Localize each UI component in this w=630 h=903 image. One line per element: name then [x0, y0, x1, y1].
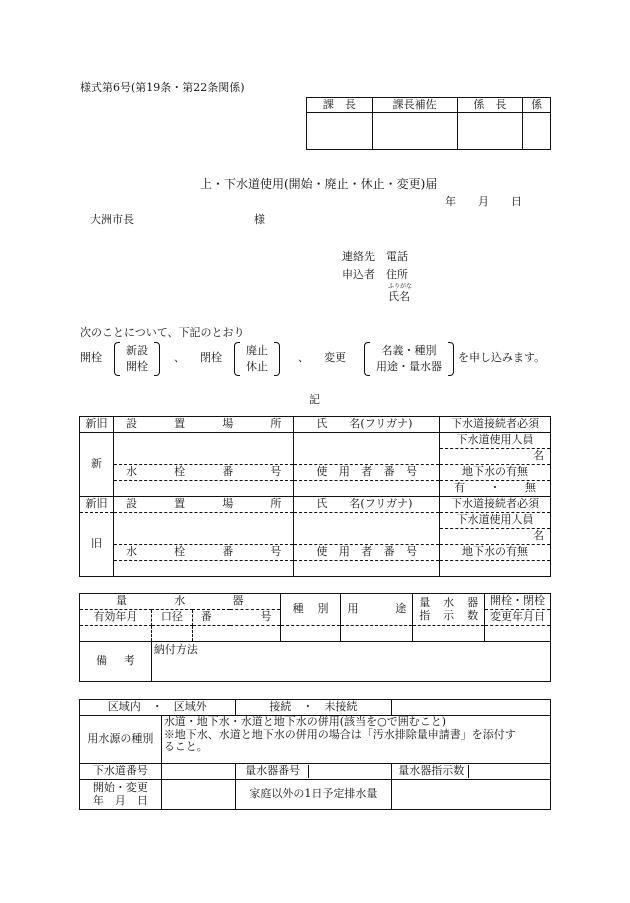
meter-number-label: 量水器番号 [238, 765, 309, 778]
approval-deputy: 課長補佐 [372, 98, 457, 113]
meter-reading-line2: 指示数 [419, 608, 479, 622]
col-sewer-required: 下水道接続者必須 [440, 417, 551, 433]
valid-period-header: 有効年月 [80, 610, 152, 626]
new-location-field[interactable] [113, 433, 293, 465]
connection-options[interactable]: 接続 ・ 未接続 [235, 700, 392, 716]
meter-reading-header [413, 594, 485, 626]
meter-number-cell [235, 764, 392, 780]
group3-label: 変更 [324, 351, 346, 364]
approval-stamp-4[interactable] [523, 113, 551, 150]
start-change-line2: 年 月 日 [92, 793, 148, 807]
water-source-content [161, 716, 550, 764]
use-header: 用途 [341, 594, 413, 626]
row-new-label: 新 [80, 433, 114, 497]
water-source-line1[interactable]: 水道・地下水・水道と地下水の併用(該当を○で囲むこと) [163, 715, 446, 728]
applicant-name-label: 氏名 [388, 290, 410, 303]
col-location: 設置場所 [113, 417, 293, 433]
start-change-label [80, 780, 162, 810]
caliber-field[interactable] [151, 626, 192, 642]
col-name: 氏 名(フリガナ) [294, 497, 440, 513]
group3-options [372, 342, 446, 374]
old-name-field[interactable] [294, 513, 440, 545]
old-user-number-field[interactable] [294, 561, 440, 577]
contact-phone-label: 連絡先 電話 [342, 250, 408, 263]
caliber-header: 口径 [151, 610, 192, 626]
planned-discharge-label: 家庭以外の1日予定排水量 [235, 780, 392, 810]
col-sewer-required: 下水道接続者必須 [440, 497, 551, 513]
group2-label: 閉栓 [200, 351, 222, 364]
approval-stamp-1[interactable] [307, 113, 373, 150]
col-tap-number: 水栓番号 [113, 465, 293, 481]
water-source-line2: ※地下水、水道と地下水の併用の場合は「汚水排除量申請書」を添付す [163, 727, 516, 741]
date-line: 年 月 日 [445, 195, 522, 208]
old-location-field[interactable] [113, 513, 293, 545]
applicant-address-label: 申込者 住所 [342, 268, 408, 281]
old-tap-number-field[interactable] [113, 561, 293, 577]
bracket-left [364, 342, 370, 376]
bracket-left [114, 342, 120, 376]
kind-field[interactable] [280, 626, 341, 642]
separator: 、 [298, 351, 309, 364]
approval-chief: 課 長 [307, 98, 373, 113]
area-options[interactable]: 区域内 ・ 区域外 [80, 700, 236, 716]
meter-number-field[interactable] [192, 626, 280, 642]
area-blank-field[interactable] [392, 700, 551, 716]
sewer-users-unit[interactable]: 名 [440, 449, 551, 465]
bracket-right [154, 342, 160, 376]
new-user-number-field[interactable] [294, 481, 440, 497]
separator: 、 [174, 351, 185, 364]
groundwater-label: 地下水の有無 [440, 545, 551, 561]
meter-reading-cell [392, 764, 551, 780]
approval-staff: 係 [523, 98, 551, 113]
number-header: 番号 [192, 610, 280, 626]
col-user-number: 使用者番号 [294, 545, 440, 561]
sewer-users-label: 下水道使用人員 [440, 433, 551, 449]
addressee-honorific: 様 [254, 213, 265, 226]
kind-header: 種別 [280, 594, 341, 626]
remarks-label: 備考 [80, 642, 152, 682]
col-newold: 新旧 [80, 497, 114, 513]
open-close-header: 開栓・閉栓 [485, 594, 551, 610]
groundwater-yes-no[interactable]: 有 ・ 無 [440, 481, 551, 497]
sewer-number-label: 下水道番号 [80, 764, 162, 780]
form-number: 様式第6号(第19条・第22条関係) [80, 81, 245, 94]
col-tap-number: 水栓番号 [113, 545, 293, 561]
planned-discharge-field[interactable] [392, 780, 551, 810]
change-date-header: 変更年月日 [485, 610, 551, 626]
group1-options [122, 342, 152, 374]
sewer-users-unit[interactable]: 名 [440, 529, 551, 545]
sewer-users-label: 下水道使用人員 [440, 513, 551, 529]
connection-table [79, 416, 551, 577]
start-change-line1: 開始・変更 [92, 780, 148, 794]
col-user-number: 使用者番号 [294, 465, 440, 481]
meter-reading-field[interactable] [413, 626, 485, 642]
approval-section-chief: 係 長 [457, 98, 523, 113]
col-location: 設置場所 [113, 497, 293, 513]
meter-header: 量水器 [80, 594, 281, 610]
start-change-date-field[interactable] [161, 780, 235, 810]
new-tap-number-field[interactable] [113, 481, 293, 497]
option-abolish[interactable]: 廃止 [246, 344, 268, 357]
source-table [79, 699, 551, 810]
group1-label: 開栓 [80, 351, 102, 364]
old-groundwater-field[interactable] [440, 561, 551, 577]
water-source-line3: ること。 [163, 740, 208, 754]
meter-table [79, 593, 551, 682]
approval-box [306, 97, 551, 150]
request-intro: 次のことについて、下記のとおり [80, 326, 245, 339]
groundwater-label: 地下水の有無 [440, 465, 551, 481]
option-new-install[interactable]: 新設 [126, 344, 148, 357]
approval-stamp-2[interactable] [372, 113, 457, 150]
valid-period-field[interactable] [80, 626, 152, 642]
option-open-tap[interactable]: 開栓 [126, 360, 148, 373]
bracket-left [234, 342, 240, 376]
meter-reading-line1: 量水器 [419, 595, 479, 609]
request-tail: を申し込みます。 [458, 351, 546, 364]
furigana-label: ふりがな [388, 283, 413, 290]
approval-stamp-3[interactable] [457, 113, 523, 150]
document-title: 上・下水道使用(開始・廃止・休止・変更)届 [200, 177, 438, 191]
bracket-right [448, 342, 454, 376]
payment-method[interactable]: 納付方法 [153, 643, 198, 656]
group2-options [242, 342, 272, 374]
sewer-number-field[interactable] [161, 764, 235, 780]
option-name-kind[interactable]: 名義・種別 [381, 344, 437, 357]
water-source-label: 用水源の種別 [80, 716, 162, 764]
meter-reading-label: 量水器指示数 [394, 765, 469, 778]
bracket-right [274, 342, 280, 376]
new-name-field[interactable] [294, 433, 440, 465]
change-date-field[interactable] [485, 626, 551, 642]
addressee-name: 大洲市長 [90, 213, 134, 226]
col-newold: 新旧 [80, 417, 114, 433]
col-name: 氏 名(フリガナ) [294, 417, 440, 433]
ki-heading: 記 [309, 393, 320, 406]
use-field[interactable] [341, 626, 413, 642]
option-use-meter[interactable]: 用途・量水器 [376, 360, 442, 373]
row-old-label: 旧 [80, 513, 114, 577]
option-suspend[interactable]: 休止 [246, 360, 268, 373]
